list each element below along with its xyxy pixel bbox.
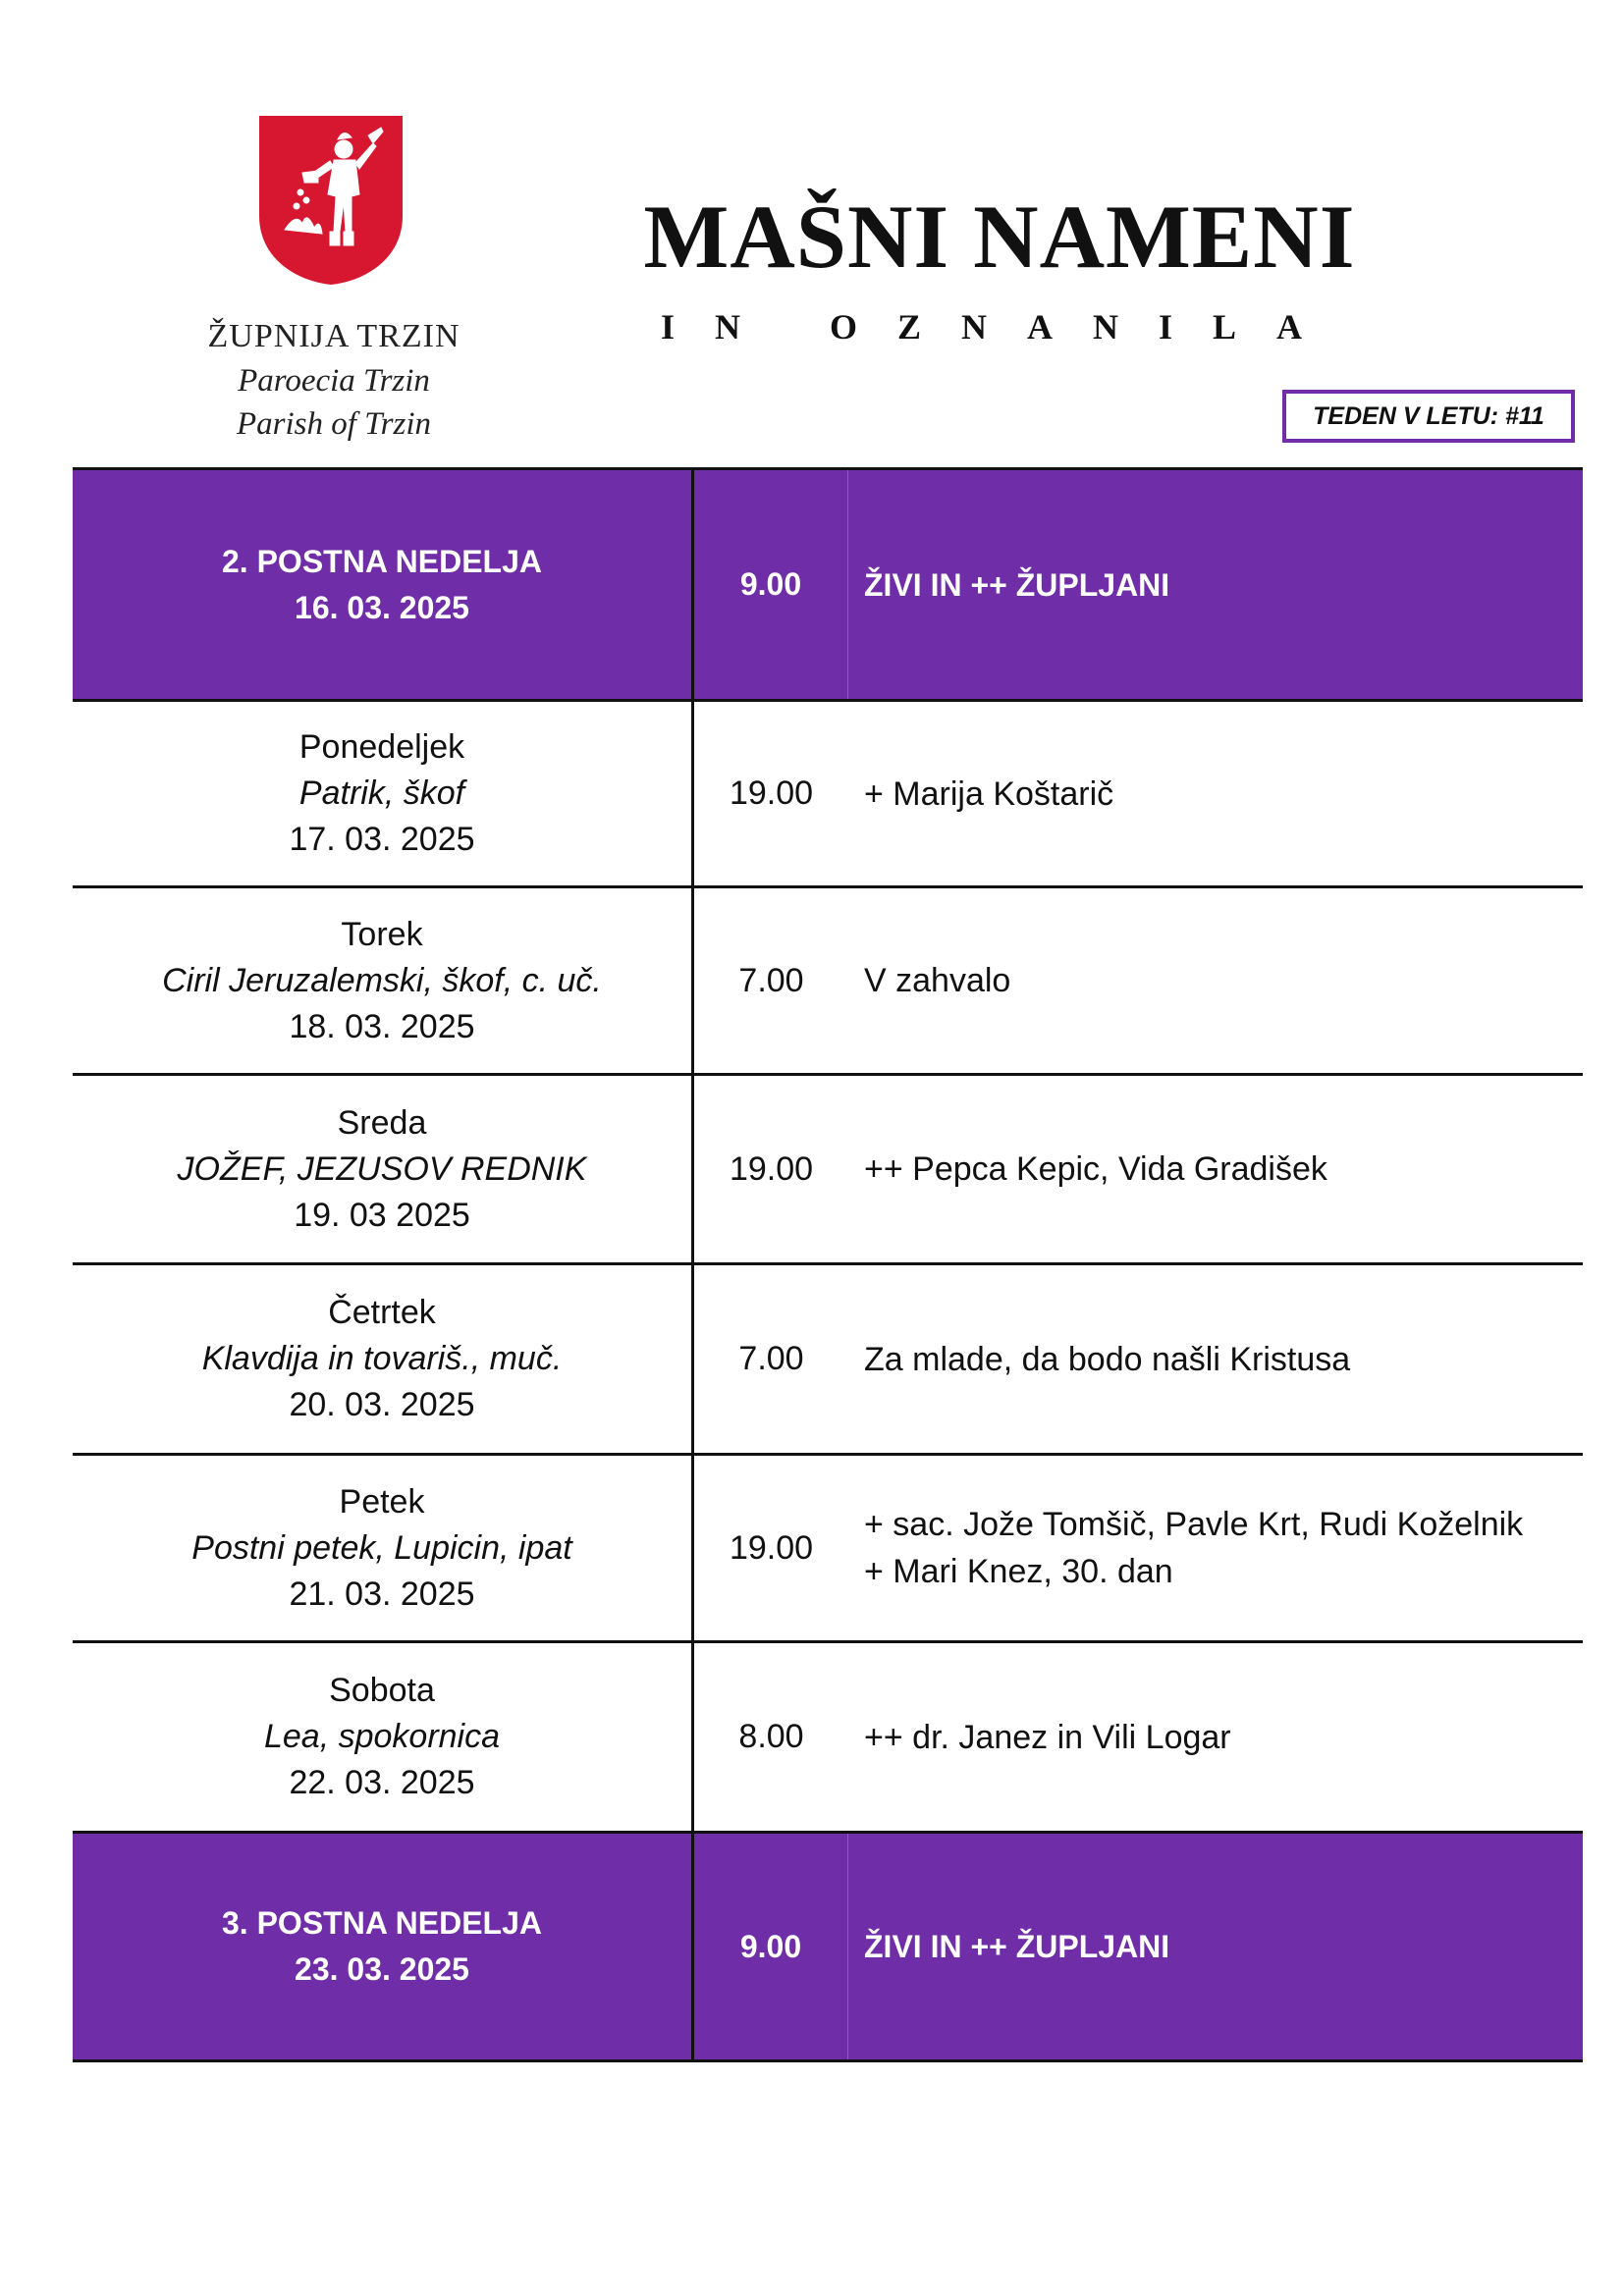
intention-cell: [848, 1834, 1583, 2059]
day-date: 17. 03. 2025: [289, 821, 475, 858]
saint-name: JOŽEF, JEZUSOV REDNIK: [177, 1149, 587, 1188]
intention: + Mari Knez, 30. dan: [864, 1553, 1173, 1590]
intention: + sac. Jože Tomšič, Pavle Krt, Rudi Koželnik: [864, 1506, 1524, 1543]
intention: ŽIVI IN ++ ŽUPLJANI: [864, 566, 1170, 603]
table-row: [73, 1262, 1583, 1453]
table-row: [73, 1073, 1583, 1262]
table-row: [73, 1640, 1583, 1831]
intention-cell: [848, 470, 1583, 699]
day-date: 19. 03 2025: [294, 1196, 470, 1234]
day-name: Sobota: [329, 1672, 435, 1709]
day-cell: [73, 1643, 694, 1831]
day-cell: [73, 470, 694, 699]
table-row: [73, 1831, 1583, 2062]
day-name: Četrtek: [328, 1294, 436, 1331]
mass-time: 9.00: [694, 1834, 848, 2059]
mass-time: 19.00: [729, 1528, 814, 1567]
page-subtitle: IN OZNANILA: [660, 307, 1343, 347]
week-badge: TEDEN V LETU: #11: [1282, 390, 1575, 443]
saint-name: Ciril Jeruzalemski, škof, c. uč.: [162, 961, 602, 999]
table-row: [73, 1453, 1583, 1640]
intention-cell: [848, 1076, 1583, 1262]
intention-cell: [848, 1265, 1583, 1453]
intention-cell: [848, 1456, 1583, 1640]
day-name: Ponedeljek: [298, 728, 465, 766]
day-cell: [73, 1076, 694, 1262]
day-date: 21. 03. 2025: [289, 1575, 475, 1613]
day-name: 3. POSTNA NEDELJA: [222, 1905, 542, 1941]
day-cell: [73, 1456, 694, 1640]
intention-cell: [848, 888, 1583, 1073]
table-row: [73, 885, 1583, 1073]
parish-name-latin: Paroecia Trzin: [238, 363, 430, 399]
mass-time: 7.00: [738, 961, 804, 999]
intention-cell: [848, 702, 1583, 885]
day-date: 20. 03. 2025: [289, 1386, 475, 1423]
mass-time: 7.00: [738, 1340, 804, 1377]
page-title: MAŠNI NAMENI: [643, 187, 1356, 287]
saint-name: Klavdija in tovariš., muč.: [201, 1340, 563, 1377]
mass-time: 8.00: [738, 1718, 804, 1755]
day-date: 16. 03. 2025: [295, 589, 469, 625]
day-name: 2. POSTNA NEDELJA: [222, 543, 542, 579]
intention: ++ Pepca Kepic, Vida Gradišek: [864, 1150, 1327, 1188]
intention: V zahvalo: [864, 962, 1011, 999]
parish-coat-of-arms-icon: [257, 114, 405, 287]
saint-name: Postni petek, Lupicin, ipat: [191, 1528, 572, 1567]
intention: ŽIVI IN ++ ŽUPLJANI: [864, 1929, 1170, 1964]
mass-time: 19.00: [729, 1149, 814, 1188]
mass-time: 9.00: [694, 470, 848, 699]
day-cell: [73, 888, 694, 1073]
intention-cell: [848, 1643, 1583, 1831]
saint-name: Patrik, škof: [298, 774, 465, 812]
mass-schedule-table: [73, 467, 1583, 2062]
day-cell: [73, 1265, 694, 1453]
table-row: [73, 467, 1583, 699]
day-date: 22. 03. 2025: [289, 1764, 475, 1801]
intention: ++ dr. Janez in Vili Logar: [864, 1718, 1231, 1756]
day-cell: [73, 702, 694, 885]
day-cell: [73, 1834, 694, 2059]
saint-name: Lea, spokornica: [263, 1718, 501, 1755]
day-date: 18. 03. 2025: [289, 1007, 475, 1045]
table-row: [73, 699, 1583, 885]
day-name: Sreda: [337, 1103, 427, 1142]
mass-time: 19.00: [729, 774, 814, 812]
day-name: Torek: [341, 915, 423, 953]
parish-name: ŽUPNIJA TRZIN: [207, 318, 460, 354]
intention: Za mlade, da bodo našli Kristusa: [864, 1340, 1351, 1378]
parish-name-english: Parish of Trzin: [236, 406, 432, 442]
day-date: 23. 03. 2025: [295, 1951, 469, 1987]
day-name: Petek: [339, 1482, 425, 1521]
intention: + Marija Koštarič: [864, 774, 1114, 813]
